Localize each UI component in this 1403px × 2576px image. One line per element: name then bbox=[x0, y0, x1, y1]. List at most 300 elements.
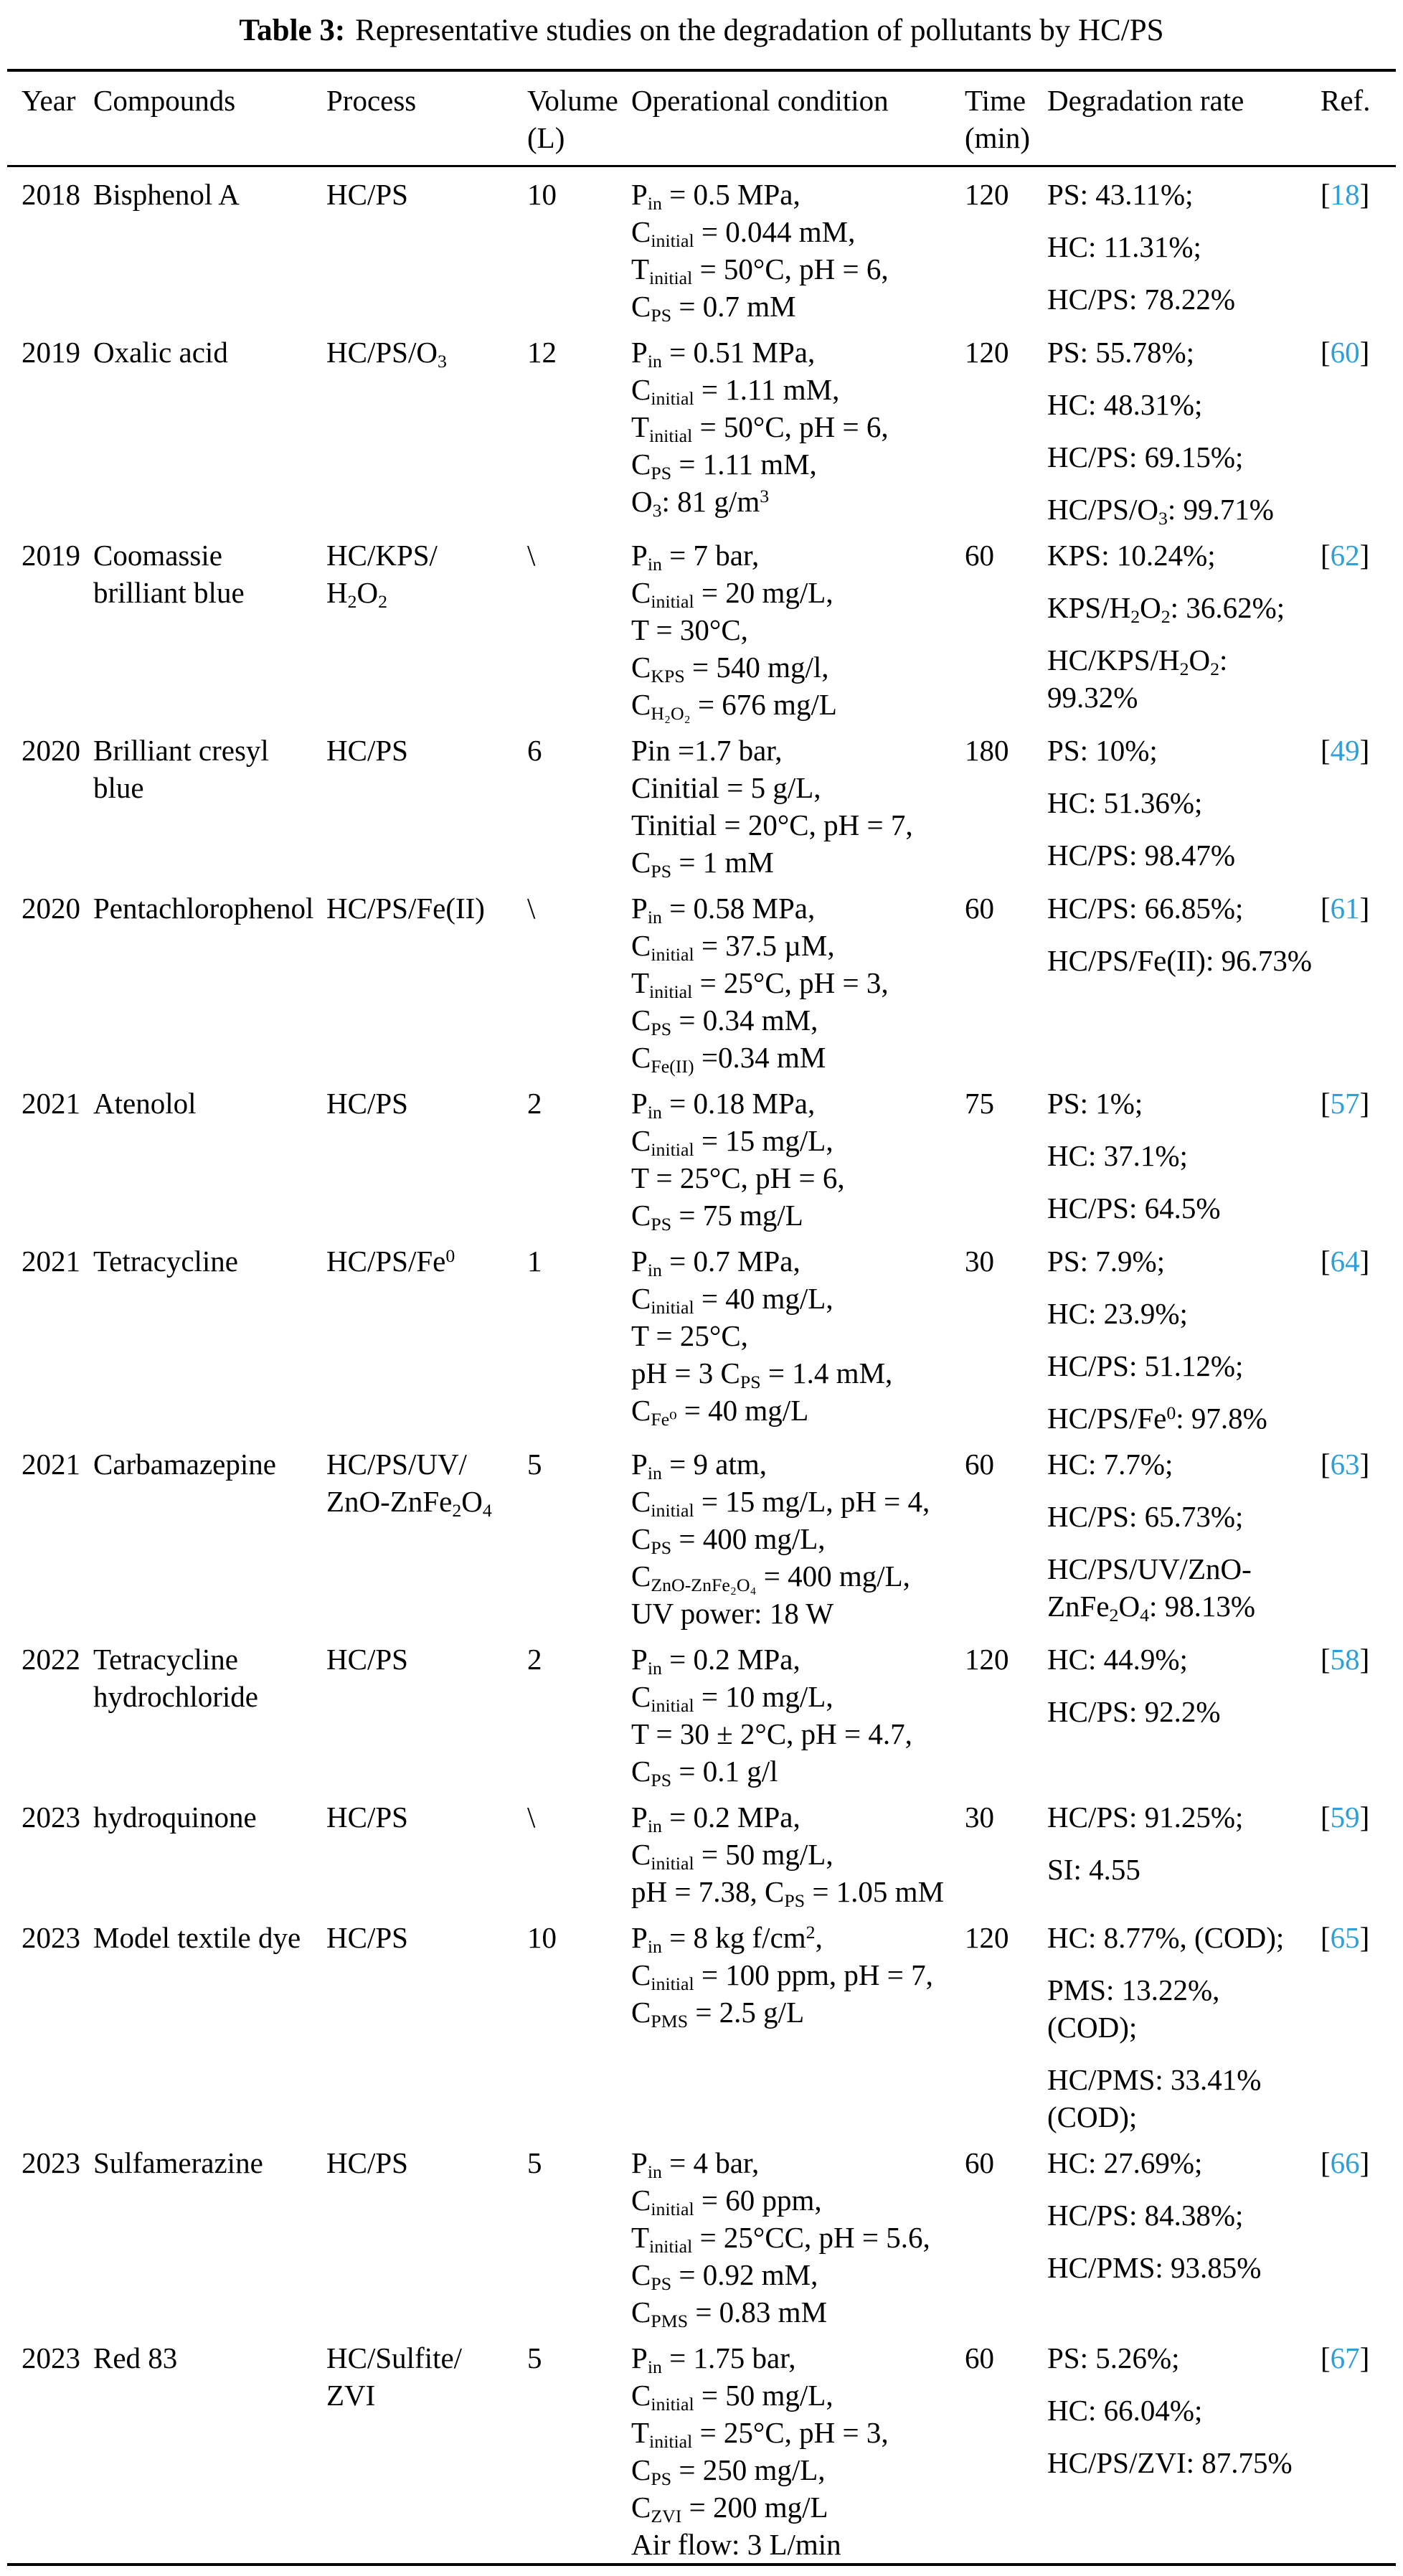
text-line: HC/PS/Fe$^0$ bbox=[326, 1245, 455, 1278]
ref-link[interactable]: 60 bbox=[1330, 336, 1360, 369]
process-cell bbox=[326, 881, 527, 1076]
text-line: $C_{ZnO-ZnFe_2O_4} = 400$ mg/L, bbox=[631, 1560, 910, 1596]
year-cell: 2020 bbox=[22, 734, 80, 767]
volume-cell: 10 bbox=[527, 1921, 557, 1954]
text-line: $P_{in} = 0.2$ MPa, bbox=[631, 1643, 800, 1679]
text-line: T = 30°C, bbox=[631, 613, 748, 646]
conditions-cell bbox=[631, 1076, 965, 1234]
column-header-volume: Volume (L) bbox=[527, 70, 631, 166]
text-line: $C_{PS} = 1.11$ mM, bbox=[631, 448, 817, 484]
text-line: $C_{PS} = 75$ mg/L bbox=[631, 1199, 803, 1235]
compound-cell bbox=[93, 1234, 326, 1437]
column-header-degradation: Degradation rate bbox=[1047, 70, 1321, 166]
ref-link[interactable]: 66 bbox=[1330, 2146, 1360, 2179]
column-header-ref: Ref. bbox=[1321, 70, 1396, 166]
table-row bbox=[7, 528, 1396, 723]
ref-bracket: ] bbox=[1359, 539, 1370, 572]
time-cell: 120 bbox=[965, 1643, 1009, 1676]
text-line: $P_{in} = 8$ kg $f/cm^2$, bbox=[631, 1921, 823, 1958]
time-cell: 120 bbox=[965, 1921, 1009, 1954]
table-row bbox=[7, 1790, 1396, 1910]
volume-cell: \ bbox=[527, 1801, 536, 1834]
process-cell bbox=[326, 1632, 527, 1790]
ref-cell bbox=[1321, 1234, 1396, 1437]
text-line: $P_{in} = 0.58$ MPa, bbox=[631, 892, 816, 928]
text-line: $HC/PS/O_3$ bbox=[326, 336, 447, 372]
ref-cell bbox=[1321, 528, 1396, 723]
conditions-cell bbox=[631, 1790, 965, 1910]
text-line: $C_{PS} = 0.34$ mM, bbox=[631, 1004, 818, 1040]
year-cell: 2023 bbox=[22, 2341, 80, 2374]
compound-cell bbox=[93, 1790, 326, 1910]
text-line: Cinitial = 5 g/L, bbox=[631, 771, 821, 804]
time-cell: 60 bbox=[965, 539, 994, 572]
text-line: $C_{initial} = 100$ ppm, pH = 7, bbox=[631, 1958, 933, 1995]
degradation-cell bbox=[1047, 325, 1321, 528]
text-line: $P_{in} = 0.5$ MPa, bbox=[631, 178, 800, 214]
text-line: HC/PS/Fe(II) bbox=[326, 892, 485, 925]
ref-bracket: ] bbox=[1359, 178, 1370, 211]
text-line: Brilliant cresyl bbox=[93, 734, 269, 767]
text-line: $C_{initial} = 20$ mg/L, bbox=[631, 576, 833, 613]
conditions-cell bbox=[631, 1632, 965, 1790]
ref-bracket: [ bbox=[1321, 178, 1331, 211]
text-line: $C_{PS} = 1$ mM bbox=[631, 846, 774, 882]
degradation-cell bbox=[1047, 1790, 1321, 1910]
text-line: $T_{initial} = 25^\circ CC$, pH = 5.6, bbox=[631, 2221, 930, 2257]
text-line: Tinitial = 20°C, pH = 7, bbox=[631, 808, 913, 841]
text-line: Tetracycline bbox=[93, 1643, 238, 1676]
conditions-cell bbox=[631, 1234, 965, 1437]
conditions-cell bbox=[631, 528, 965, 723]
text-line: UV power: 18 W bbox=[631, 1597, 834, 1630]
ref-bracket: ] bbox=[1359, 1643, 1370, 1676]
text-line: HC/PS: 84.38%; bbox=[1047, 2199, 1244, 2232]
ref-link[interactable]: 49 bbox=[1330, 734, 1360, 767]
time-cell: 60 bbox=[965, 2341, 994, 2374]
text-line: HC: 11.31%; bbox=[1047, 230, 1201, 263]
ref-bracket: [ bbox=[1321, 539, 1331, 572]
text-line: HC: 48.31%; bbox=[1047, 388, 1203, 421]
text-line: $P_{in} = 0.2$ MPa, bbox=[631, 1801, 800, 1837]
ref-link[interactable]: 63 bbox=[1330, 1448, 1360, 1481]
text-line: HC/PS/Fe(II): 96.73% bbox=[1047, 944, 1312, 977]
text-line: HC/PS bbox=[326, 178, 408, 211]
conditions-cell bbox=[631, 166, 965, 326]
text-line: HC/KPS/ bbox=[326, 539, 438, 572]
text-line: brilliant blue bbox=[93, 576, 245, 609]
ref-bracket: [ bbox=[1321, 2146, 1331, 2179]
text-line: $C_{initial} = 15$ mg/L, bbox=[631, 1124, 833, 1161]
volume-cell: 5 bbox=[527, 2146, 542, 2179]
text-line: $C_{initial} = 0.044$ mM, bbox=[631, 215, 856, 252]
text-line: $C_{PS} = 250$ mg/L, bbox=[631, 2453, 826, 2490]
degradation-cell bbox=[1047, 1437, 1321, 1632]
text-line: $T_{initial} = 50^\circ C$, pH = 6, bbox=[631, 410, 889, 447]
text-line: HC/PS bbox=[326, 1921, 408, 1954]
ref-bracket: ] bbox=[1359, 892, 1370, 925]
process-cell bbox=[326, 1234, 527, 1437]
text-line: HC/PS/ZVI: 87.75% bbox=[1047, 2446, 1293, 2479]
text-line: pH = 7.38, $C_{PS} = 1.05$ mM bbox=[631, 1875, 945, 1912]
process-cell bbox=[326, 1076, 527, 1234]
text-line: $C_{PMS} = 2.5$ g/L bbox=[631, 1996, 805, 2032]
text-line: $C_{PS} = 0.92$ mM, bbox=[631, 2258, 818, 2295]
compound-cell bbox=[93, 881, 326, 1076]
ref-cell bbox=[1321, 166, 1396, 326]
text-line: $C_{ZVI} = 200$ mg/L bbox=[631, 2491, 828, 2527]
text-line: PS: 43.11%; bbox=[1047, 178, 1194, 211]
degradation-cell bbox=[1047, 1234, 1321, 1437]
text-line: PS: 55.78%; bbox=[1047, 336, 1195, 369]
ref-bracket: ] bbox=[1359, 734, 1370, 767]
ref-link[interactable]: 59 bbox=[1330, 1801, 1360, 1834]
text-line: HC: 51.36%; bbox=[1047, 786, 1203, 819]
compound-cell bbox=[93, 1632, 326, 1790]
ref-bracket: [ bbox=[1321, 336, 1331, 369]
text-line: Atenolol bbox=[93, 1087, 197, 1120]
ref-bracket: ] bbox=[1359, 1087, 1370, 1120]
text-line: PS: 5.26%; bbox=[1047, 2341, 1180, 2374]
year-cell: 2021 bbox=[22, 1245, 80, 1278]
column-header-process: Process bbox=[326, 70, 527, 166]
ref-bracket: ] bbox=[1359, 1245, 1370, 1278]
ref-link[interactable]: 61 bbox=[1330, 892, 1360, 925]
year-cell: 2021 bbox=[22, 1087, 80, 1120]
process-cell bbox=[326, 166, 527, 326]
text-line: Tetracycline bbox=[93, 1245, 238, 1278]
ref-bracket: ] bbox=[1359, 336, 1370, 369]
text-line: $C_{H_2O_2} = 676$ mg/L bbox=[631, 688, 837, 725]
degradation-cell bbox=[1047, 528, 1321, 723]
ref-bracket: ] bbox=[1359, 2146, 1370, 2179]
ref-bracket: [ bbox=[1321, 1643, 1331, 1676]
ref-cell bbox=[1321, 1910, 1396, 2136]
text-line: $C_{initial} = 40$ mg/L, bbox=[631, 1282, 833, 1318]
year-cell: 2020 bbox=[22, 892, 80, 925]
text-line: blue bbox=[93, 771, 144, 804]
text-line: $C_{initial} = 1.11$ mM, bbox=[631, 373, 840, 410]
table-row bbox=[7, 1076, 1396, 1234]
text-line: $P_{in} = 0.18$ MPa, bbox=[631, 1087, 816, 1123]
column-header-time: Time (min) bbox=[965, 70, 1047, 166]
table-header bbox=[7, 70, 1396, 166]
text-line: $O_3$: 81 $g/m^3$ bbox=[631, 485, 770, 522]
text-line: $HC/PS/UV/ZnO-ZnFe_2O_4$: 98.13% bbox=[1047, 1552, 1256, 1626]
year-cell: 2022 bbox=[22, 1643, 80, 1676]
degradation-cell bbox=[1047, 1076, 1321, 1234]
text-line: $HC/PS/O_3$: 99.71% bbox=[1047, 493, 1274, 529]
conditions-cell bbox=[631, 881, 965, 1076]
text-line: Red 83 bbox=[93, 2341, 178, 2374]
compound-cell bbox=[93, 528, 326, 723]
text-line: $C_{PS} = 400$ mg/L, bbox=[631, 1522, 826, 1559]
text-line: $C_{PS} = 0.1$ g/l bbox=[631, 1755, 778, 1791]
text-line: T = 25°C, bbox=[631, 1319, 748, 1352]
text-line: $P_{in} = 1.75$ bar, bbox=[631, 2341, 796, 2378]
time-cell: 60 bbox=[965, 892, 994, 925]
time-cell: 30 bbox=[965, 1245, 994, 1278]
text-line: ZnO-$ZnFe_2O_4$ bbox=[326, 1485, 492, 1521]
compound-cell bbox=[93, 325, 326, 528]
text-line: $P_{in} = 0.51$ MPa, bbox=[631, 336, 816, 372]
ref-cell bbox=[1321, 1076, 1396, 1234]
text-line: pH = 3 $C_{PS} = 1.4$ mM, bbox=[631, 1357, 893, 1393]
time-cell: 30 bbox=[965, 1801, 994, 1834]
ref-cell bbox=[1321, 2331, 1396, 2565]
ref-cell bbox=[1321, 1632, 1396, 1790]
table-row bbox=[7, 166, 1396, 326]
text-line: $C_{PS} = 0.7$ mM bbox=[631, 290, 796, 326]
volume-cell: 1 bbox=[527, 1245, 542, 1278]
text-line: $P_{in} = 0.7$ MPa, bbox=[631, 1245, 800, 1281]
text-line: HC/PMS: 33.41% (COD); bbox=[1047, 2063, 1262, 2133]
ref-bracket: ] bbox=[1359, 1921, 1370, 1954]
compound-cell bbox=[93, 1076, 326, 1234]
degradation-cell bbox=[1047, 723, 1321, 881]
degradation-cell bbox=[1047, 2331, 1321, 2565]
degradation-cell bbox=[1047, 166, 1321, 326]
conditions-cell bbox=[631, 1910, 965, 2136]
text-line: HC/PS bbox=[326, 1643, 408, 1676]
ref-bracket: ] bbox=[1359, 2341, 1370, 2374]
process-cell bbox=[326, 1910, 527, 2136]
text-line: PMS: 13.22%, (COD); bbox=[1047, 1973, 1220, 2044]
text-line: HC/PS: 66.85%; bbox=[1047, 892, 1244, 925]
degradation-cell bbox=[1047, 1632, 1321, 1790]
text-line: $C_{initial} = 50$ mg/L, bbox=[631, 1838, 833, 1874]
process-cell bbox=[326, 1437, 527, 1632]
time-cell: 120 bbox=[965, 178, 1009, 211]
ref-link[interactable]: 58 bbox=[1330, 1643, 1360, 1676]
text-line: HC/PS bbox=[326, 1801, 408, 1834]
text-line: PS: 1%; bbox=[1047, 1087, 1143, 1120]
text-line: HC: 8.77%, (COD); bbox=[1047, 1921, 1285, 1954]
text-line: HC: 44.9%; bbox=[1047, 1643, 1188, 1676]
compound-cell bbox=[93, 1437, 326, 1632]
ref-bracket: [ bbox=[1321, 1245, 1331, 1278]
text-line: Pentachlorophenol bbox=[93, 892, 314, 925]
volume-cell: 2 bbox=[527, 1643, 542, 1676]
text-line: $P_{in} = 9$ atm, bbox=[631, 1448, 767, 1484]
column-header-compounds: Compounds bbox=[93, 70, 326, 166]
volume-cell: 5 bbox=[527, 1448, 542, 1481]
volume-cell: 10 bbox=[527, 178, 557, 211]
ref-link[interactable]: 67 bbox=[1330, 2341, 1360, 2374]
process-cell bbox=[326, 2136, 527, 2331]
ref-bracket: [ bbox=[1321, 892, 1331, 925]
ref-bracket: [ bbox=[1321, 1921, 1331, 1954]
text-line: Sulfamerazine bbox=[93, 2146, 263, 2179]
table-caption bbox=[7, 11, 1396, 50]
text-line: HC/PS bbox=[326, 2146, 408, 2179]
year-cell: 2018 bbox=[22, 178, 80, 211]
table-caption-label: Table 3: bbox=[239, 14, 346, 47]
text-line: Model textile dye bbox=[93, 1921, 301, 1954]
text-line: HC/PS: 78.22% bbox=[1047, 283, 1235, 316]
table-body bbox=[7, 166, 1396, 2565]
text-line: HC/PS: 91.25%; bbox=[1047, 1801, 1244, 1834]
text-line: HC/PS/UV/ bbox=[326, 1448, 467, 1481]
text-line: HC/PS/Fe$^0$: 97.8% bbox=[1047, 1402, 1267, 1435]
text-line: SI: 4.55 bbox=[1047, 1853, 1140, 1886]
text-line: $T_{initial} = 50^\circ C$, pH = 6, bbox=[631, 253, 889, 289]
ref-bracket: [ bbox=[1321, 1087, 1331, 1120]
ref-link[interactable]: 65 bbox=[1330, 1921, 1360, 1954]
text-line: Carbamazepine bbox=[93, 1448, 276, 1481]
ref-cell bbox=[1321, 881, 1396, 1076]
ref-cell bbox=[1321, 1790, 1396, 1910]
table-caption-text: Representative studies on the degradation of pollutants by HC/PS bbox=[355, 14, 1164, 47]
text-line: $C_{Fe(II)} =0.34$ mM bbox=[631, 1041, 826, 1077]
text-line: HC/PS bbox=[326, 734, 408, 767]
process-cell bbox=[326, 2331, 527, 2565]
ref-cell bbox=[1321, 723, 1396, 881]
text-line: HC: 27.69%; bbox=[1047, 2146, 1203, 2179]
time-cell: 60 bbox=[965, 2146, 994, 2179]
time-cell: 75 bbox=[965, 1087, 994, 1120]
text-line: HC: 23.9%; bbox=[1047, 1297, 1188, 1330]
text-line: HC/PS: 64.5% bbox=[1047, 1192, 1221, 1225]
text-line: $P_{in} = 4$ bar, bbox=[631, 2146, 760, 2183]
text-line: Pin =1.7 bar, bbox=[631, 734, 783, 767]
ref-cell bbox=[1321, 325, 1396, 528]
volume-cell: 6 bbox=[527, 734, 542, 767]
ref-link[interactable]: 57 bbox=[1330, 1087, 1360, 1120]
ref-bracket: [ bbox=[1321, 2341, 1331, 2374]
compound-cell bbox=[93, 2331, 326, 2565]
text-line: $C_{initial} = 15$ mg/L, pH = 4, bbox=[631, 1485, 930, 1521]
text-line: KPS/$H_2O_2$: 36.62%; bbox=[1047, 591, 1285, 628]
degradation-cell bbox=[1047, 881, 1321, 1076]
time-cell: 180 bbox=[965, 734, 1009, 767]
text-line: HC/PS: 51.12%; bbox=[1047, 1349, 1244, 1382]
text-line: ZVI bbox=[326, 2379, 376, 2412]
text-line: hydroquinone bbox=[93, 1801, 257, 1834]
text-line: HC: 37.1%; bbox=[1047, 1139, 1188, 1172]
table-row bbox=[7, 1910, 1396, 2136]
text-line: PS: 7.9%; bbox=[1047, 1245, 1166, 1278]
ref-link[interactable]: 62 bbox=[1330, 539, 1360, 572]
process-cell bbox=[326, 528, 527, 723]
ref-bracket: [ bbox=[1321, 1448, 1331, 1481]
conditions-cell bbox=[631, 1437, 965, 1632]
text-line: HC/Sulfite/ bbox=[326, 2341, 463, 2374]
ref-cell bbox=[1321, 1437, 1396, 1632]
text-line: HC/PS: 65.73%; bbox=[1047, 1500, 1244, 1533]
volume-cell: \ bbox=[527, 892, 536, 925]
column-header-operational: Operational condition bbox=[631, 70, 965, 166]
conditions-cell bbox=[631, 2136, 965, 2331]
volume-cell: 12 bbox=[527, 336, 557, 369]
compound-cell bbox=[93, 166, 326, 326]
year-cell: 2023 bbox=[22, 1801, 80, 1834]
text-line: Bisphenol A bbox=[93, 178, 240, 211]
text-line: Air flow: 3 L/min bbox=[631, 2528, 841, 2561]
text-line: Oxalic acid bbox=[93, 336, 228, 369]
text-line: HC/PS: 69.15%; bbox=[1047, 440, 1244, 473]
ref-link[interactable]: 64 bbox=[1330, 1245, 1360, 1278]
studies-table bbox=[7, 69, 1396, 2566]
process-cell bbox=[326, 1790, 527, 1910]
text-line: $C_{initial} = 60$ ppm, bbox=[631, 2184, 822, 2220]
table-row bbox=[7, 325, 1396, 528]
text-line: $T_{initial} = 25^\circ C$, pH = 3, bbox=[631, 966, 889, 1003]
process-cell bbox=[326, 325, 527, 528]
text-line: HC: 66.04%; bbox=[1047, 2394, 1203, 2427]
text-line: $C_{Fe^0} = 40$ mg/L bbox=[631, 1394, 809, 1430]
text-line: $H_2O_2$ bbox=[326, 576, 388, 613]
year-cell: 2023 bbox=[22, 1921, 80, 1954]
volume-cell: 2 bbox=[527, 1087, 542, 1120]
conditions-cell bbox=[631, 325, 965, 528]
text-line: $HC/KPS/H_2O_2$: 99.32% bbox=[1047, 643, 1228, 714]
volume-cell: 5 bbox=[527, 2341, 542, 2374]
page bbox=[7, 11, 1396, 2566]
text-line: $C_{initial} = 10$ mg/L, bbox=[631, 1680, 833, 1717]
year-cell: 2023 bbox=[22, 2146, 80, 2179]
ref-bracket: [ bbox=[1321, 734, 1331, 767]
year-cell: 2019 bbox=[22, 336, 80, 369]
text-line: HC/PS bbox=[326, 1087, 408, 1120]
text-line: hydrochloride bbox=[93, 1680, 258, 1713]
ref-bracket: ] bbox=[1359, 1801, 1370, 1834]
compound-cell bbox=[93, 723, 326, 881]
year-cell: 2021 bbox=[22, 1448, 80, 1481]
degradation-cell bbox=[1047, 2136, 1321, 2331]
ref-bracket: [ bbox=[1321, 1801, 1331, 1834]
ref-bracket: ] bbox=[1359, 1448, 1370, 1481]
text-line: Coomassie bbox=[93, 539, 222, 572]
text-line: HC: 7.7%; bbox=[1047, 1448, 1173, 1481]
year-cell: 2019 bbox=[22, 539, 80, 572]
volume-cell: \ bbox=[527, 539, 536, 572]
text-line: $C_{initial} = 50$ mg/L, bbox=[631, 2379, 833, 2415]
text-line: T = 30 ± 2°C, pH = 4.7, bbox=[631, 1717, 912, 1750]
table-row bbox=[7, 2136, 1396, 2331]
table-row bbox=[7, 881, 1396, 1076]
time-cell: 120 bbox=[965, 336, 1009, 369]
table-row bbox=[7, 723, 1396, 881]
conditions-cell bbox=[631, 723, 965, 881]
conditions-cell bbox=[631, 2331, 965, 2565]
ref-link[interactable]: 18 bbox=[1330, 178, 1360, 211]
degradation-cell bbox=[1047, 1910, 1321, 2136]
table-row bbox=[7, 1437, 1396, 1632]
text-line: KPS: 10.24%; bbox=[1047, 539, 1216, 572]
text-line: $C_{PMS} = 0.83$ mM bbox=[631, 2296, 828, 2332]
header-row bbox=[7, 70, 1396, 166]
time-cell: 60 bbox=[965, 1448, 994, 1481]
ref-cell bbox=[1321, 2136, 1396, 2331]
text-line: HC/PMS: 93.85% bbox=[1047, 2251, 1262, 2284]
compound-cell bbox=[93, 2136, 326, 2331]
text-line: $C_{KPS} = 540$ mg/l, bbox=[631, 651, 829, 687]
text-line: $T_{initial} = 25^\circ C$, pH = 3, bbox=[631, 2416, 889, 2453]
text-line: PS: 10%; bbox=[1047, 734, 1158, 767]
compound-cell bbox=[93, 1910, 326, 2136]
table-row bbox=[7, 2331, 1396, 2565]
column-header-year: Year bbox=[7, 70, 93, 166]
text-line: $C_{initial} = 37.5$ µM, bbox=[631, 929, 835, 966]
text-line: HC/PS: 92.2% bbox=[1047, 1695, 1221, 1728]
text-line: $P_{in} = 7$ bar, bbox=[631, 539, 760, 575]
table-row bbox=[7, 1632, 1396, 1790]
text-line: HC/PS: 98.47% bbox=[1047, 839, 1235, 872]
text-line: T = 25°C, pH = 6, bbox=[631, 1161, 845, 1194]
process-cell bbox=[326, 723, 527, 881]
table-row bbox=[7, 1234, 1396, 1437]
